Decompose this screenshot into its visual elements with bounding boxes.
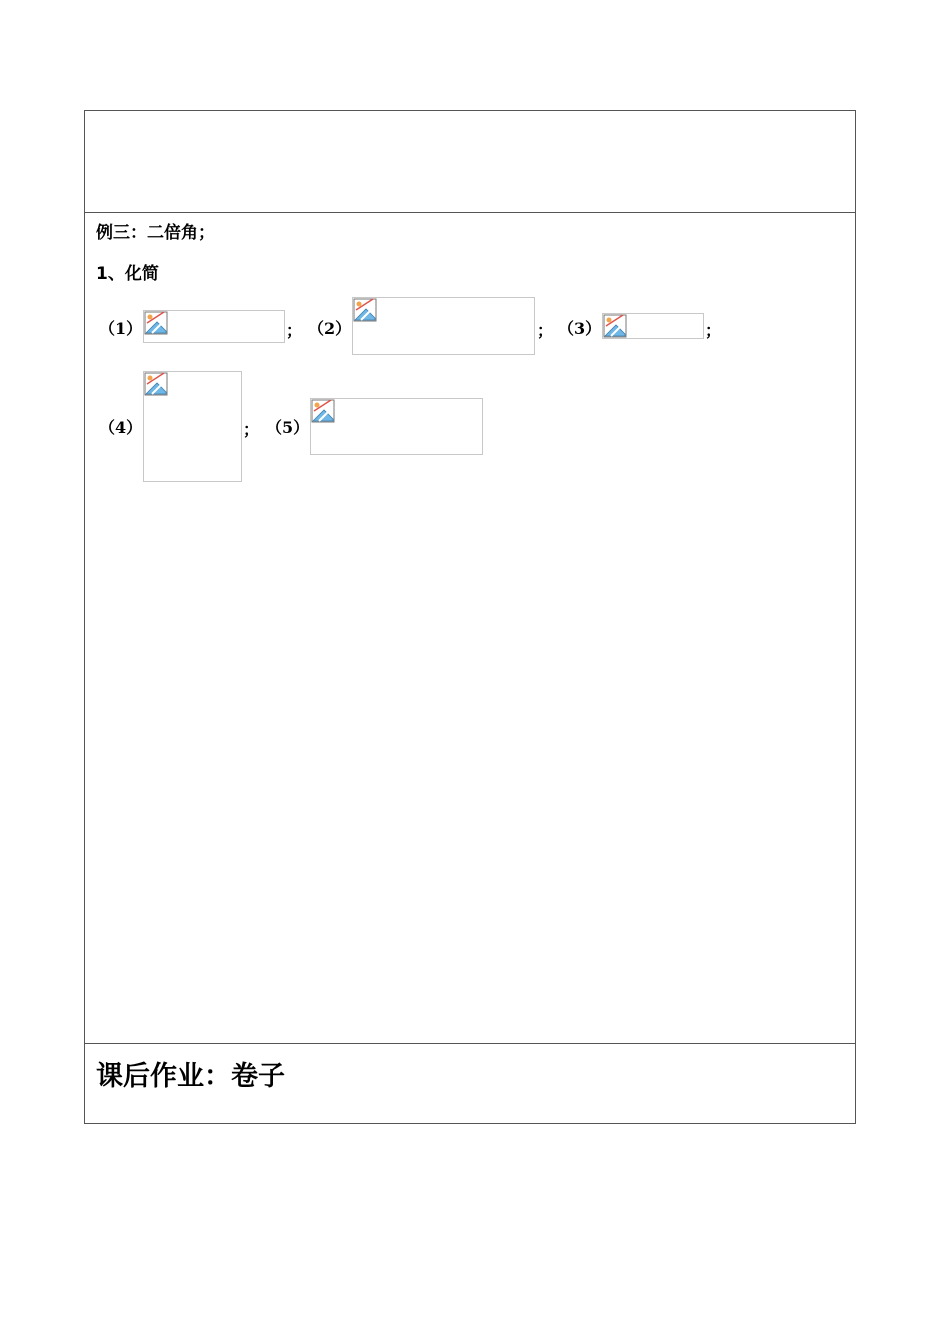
- broken-image-icon: [144, 311, 168, 335]
- item-label-3: （3）: [558, 319, 602, 338]
- item-sep-3: ；: [705, 321, 722, 340]
- item-sep-2: ；: [537, 321, 554, 340]
- formula-image-1: [143, 310, 285, 343]
- row-divider-top: [84, 212, 856, 213]
- item-label-1: （1）: [99, 319, 143, 338]
- item-label-4: （4）: [99, 418, 143, 437]
- formula-image-5: [310, 398, 483, 455]
- section-heading: 1、化简: [96, 264, 159, 284]
- table-frame: [84, 110, 856, 1124]
- broken-image-icon: [144, 372, 168, 396]
- formula-image-3: [602, 313, 704, 339]
- item-label-5: （5）: [266, 418, 310, 437]
- item-sep-1: ；: [286, 321, 303, 340]
- item-label-2: （2）: [308, 319, 352, 338]
- broken-image-icon: [353, 298, 377, 322]
- homework-title: 课后作业：卷子: [96, 1061, 285, 1092]
- example-title: 例三：二倍角；: [96, 223, 215, 243]
- formula-image-2: [352, 297, 535, 355]
- broken-image-icon: [603, 314, 627, 338]
- broken-image-icon: [311, 399, 335, 423]
- item-sep-4: ；: [243, 420, 260, 439]
- row-divider-bottom: [84, 1043, 856, 1044]
- formula-image-4: [143, 371, 242, 482]
